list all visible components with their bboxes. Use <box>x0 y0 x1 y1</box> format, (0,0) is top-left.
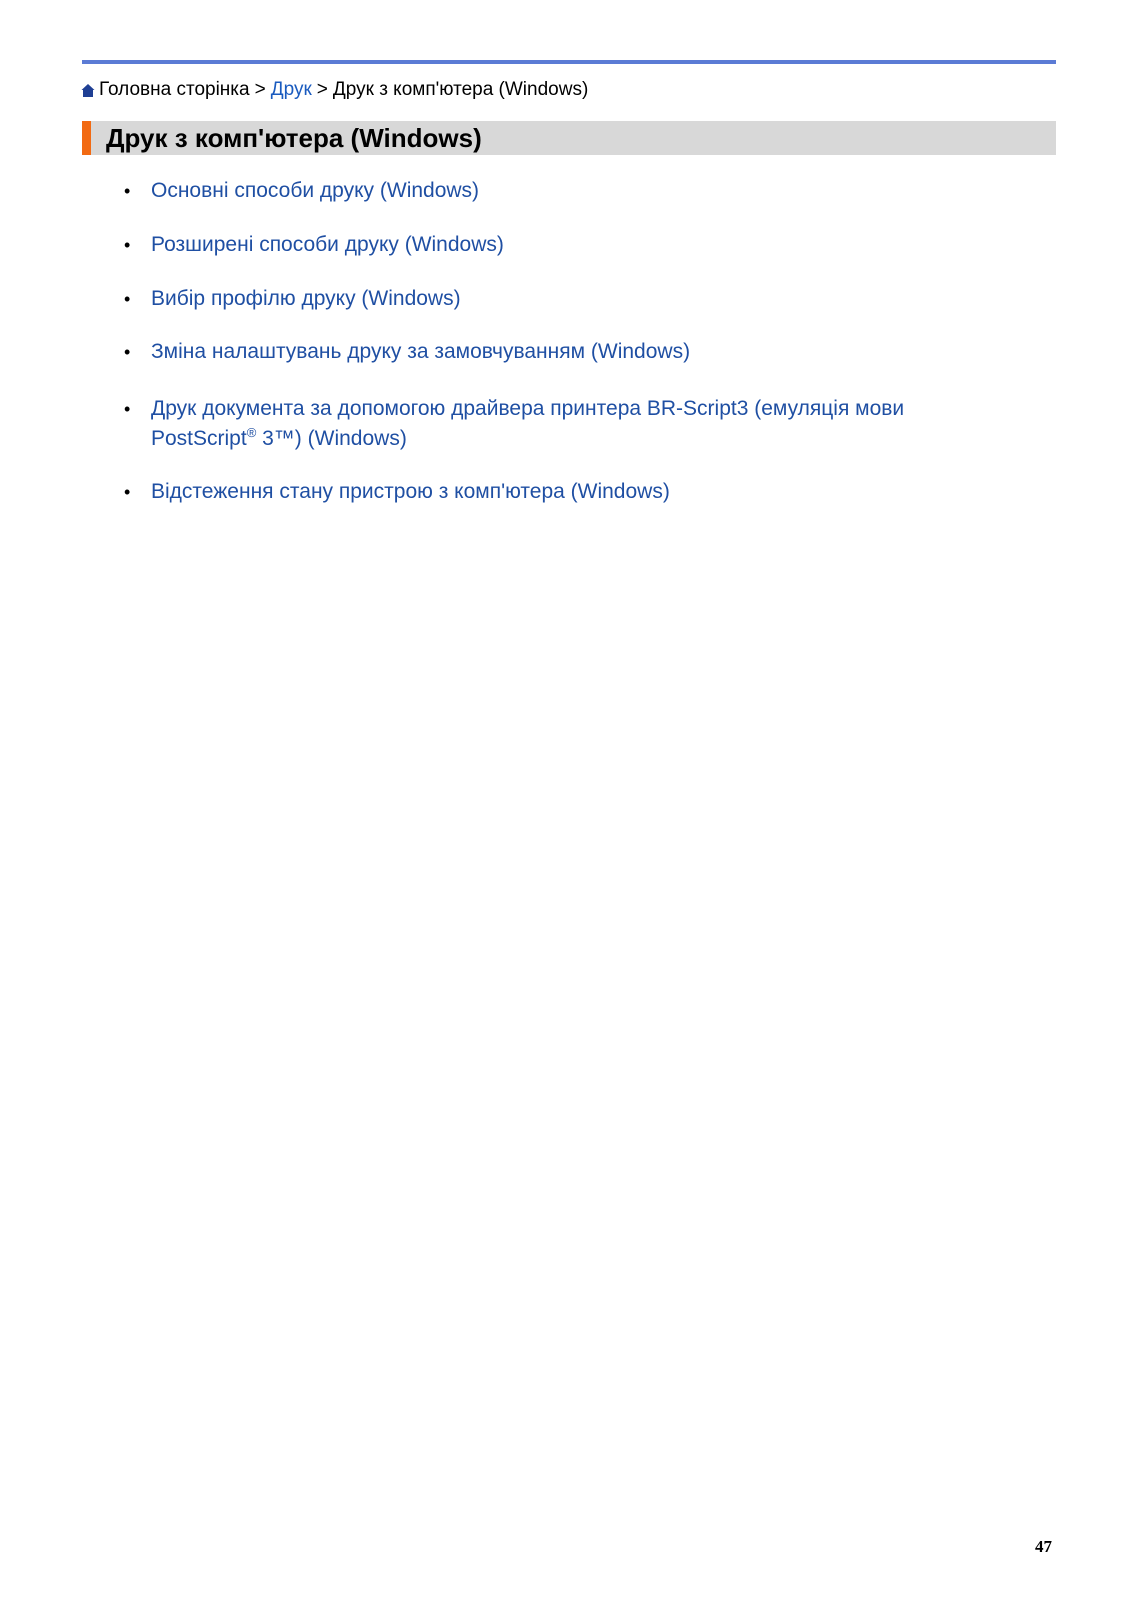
breadcrumb-separator: > <box>254 79 266 100</box>
link-print-profile[interactable]: Вибір профілю друку (Windows) <box>151 287 461 310</box>
list-item <box>124 176 1004 206</box>
breadcrumb-separator: > <box>316 79 328 100</box>
title-accent-bar <box>82 121 91 155</box>
list-item <box>124 394 1004 454</box>
bullet: • <box>124 289 131 309</box>
top-rule <box>82 60 1056 64</box>
link-monitor-device-status[interactable]: Відстеження стану пристрою з комп'ютера (Windows) <box>151 480 670 503</box>
link-basic-printing[interactable]: Основні способи друку (Windows) <box>151 179 480 202</box>
breadcrumb-current: Друк з комп'ютера (Windows) <box>332 79 589 100</box>
list-item <box>124 230 1004 260</box>
breadcrumb <box>81 79 588 101</box>
bullet: • <box>124 181 131 201</box>
link-br-script3-printing[interactable] <box>151 394 1004 454</box>
home-icon[interactable] <box>81 82 95 97</box>
page-number: 47 <box>1035 1537 1052 1556</box>
link-advanced-printing[interactable]: Розширені способи друку (Windows) <box>151 233 504 256</box>
breadcrumb-link-print[interactable]: Друк <box>270 79 312 100</box>
bullet: • <box>124 399 131 419</box>
bullet: • <box>124 235 131 255</box>
link-default-print-settings[interactable]: Зміна налаштувань друку за замовчуванням (Windows) <box>151 340 691 363</box>
registered-mark: ® <box>246 425 257 440</box>
link-text-part: 3™) (Windows) <box>256 427 407 450</box>
list-item <box>124 477 1004 507</box>
bullet: • <box>124 482 131 502</box>
list-item <box>124 337 1004 367</box>
link-text-part: Друк документа за допомогою драйвера принтера BR-Script3 (емуляція мови PostScript <box>151 397 905 450</box>
list-item <box>124 284 1004 314</box>
page-title: Друк з комп'ютера (Windows) <box>106 123 482 153</box>
bullet: • <box>124 342 131 362</box>
breadcrumb-home[interactable]: Головна сторінка <box>99 79 250 100</box>
